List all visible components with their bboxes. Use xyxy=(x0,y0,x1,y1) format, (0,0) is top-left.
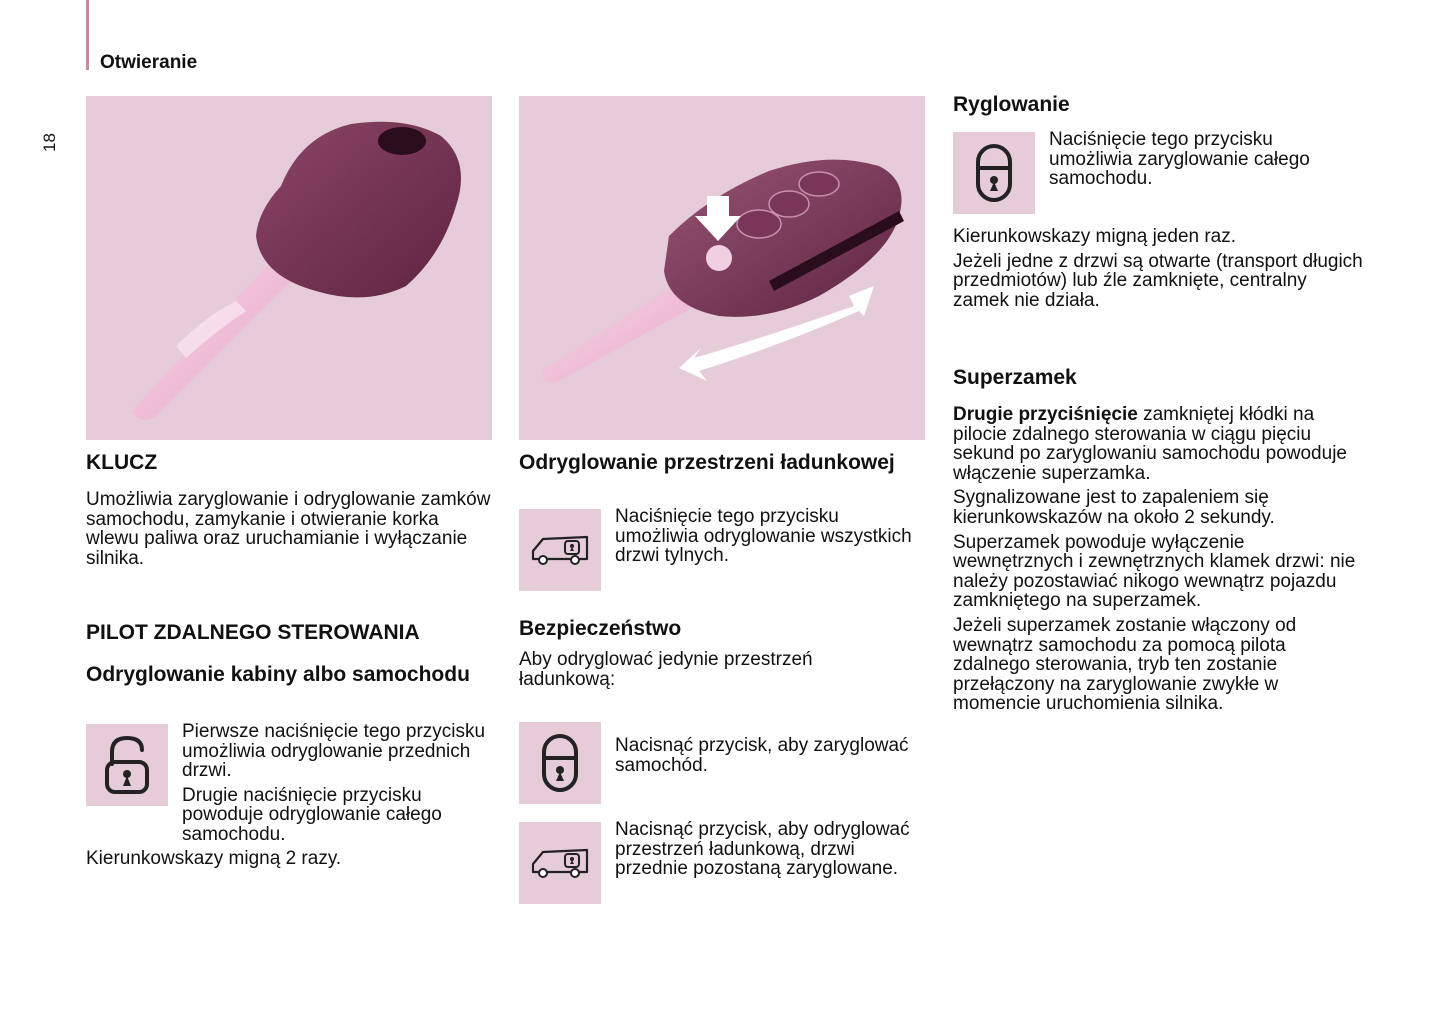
van-padlock-icon xyxy=(529,533,591,567)
unlock-heading: Odryglowanie kabiny albo samochodu xyxy=(86,663,470,686)
unlock-icon-box xyxy=(86,724,168,806)
step2-text: Nacisnąć przycisk, aby odryglować przestrzeń ładunkową, drzwi przednie pozostaną zaryglowane. xyxy=(615,819,910,880)
unlock-text-2: Drugie naciśnięcie przycisku powoduje odryglowanie całego samochodu. xyxy=(182,784,442,845)
superlock-text-3: Superzamek powoduje wyłączenie wewnętrznych i zewnętrznych klamek drzwi: nie należy pozostawiać nikogo wewnątrz pojazdu zamkniętego na superzamek. xyxy=(953,531,1356,612)
lock-text-group xyxy=(953,227,1363,310)
superlock-text-group xyxy=(953,405,1363,714)
lock-icon-box xyxy=(953,132,1035,214)
remote-drawing xyxy=(519,96,925,440)
superlock-heading: Superzamek xyxy=(953,366,1077,389)
step1-icon-box xyxy=(519,722,601,804)
key-description: Umożliwia zaryglowanie i odryglowanie zamków samochodu, zamykanie i otwieranie korka wlewu paliwa oraz uruchamianie i wyłączanie silnika. xyxy=(86,489,491,569)
unlock-text xyxy=(182,722,492,845)
cargo-text: Naciśnięcie tego przycisku umożliwia odryglowanie wszystkich drzwi tylnych. xyxy=(615,506,912,567)
lock-text: Naciśnięcie tego przycisku umożliwia zaryglowanie całego samochodu. xyxy=(1049,129,1310,190)
step2-icon-box xyxy=(519,822,601,904)
step1-text: Nacisnąć przycisk, aby zaryglować samochód. xyxy=(615,735,909,776)
key-drawing xyxy=(86,96,492,440)
superlock-text-2: Sygnalizowane jest to zapaleniem się kierunkowskazów na około 2 sekundy. xyxy=(953,487,1275,528)
key-illustration xyxy=(86,96,492,440)
cargo-icon-box xyxy=(519,509,601,591)
key-heading: KLUCZ xyxy=(86,451,158,474)
section-title: Otwieranie xyxy=(100,52,198,73)
superlock-text-1-rest: zamkniętej kłódki na pilocie zdalnego sterowania w ciągu pięciu sekund po zaryglowaniu samochodu powoduje włączenie superzamka. xyxy=(953,404,1347,484)
lock-warning-text: Jeżeli jedne z drzwi są otwarte (transport długich przedmiotów) lub źle zamknięte, centralny zamek nie działa. xyxy=(953,250,1363,311)
section-marker-line xyxy=(86,0,89,70)
cargo-heading: Odryglowanie przestrzeni ładunkowej xyxy=(519,451,895,474)
closed-padlock-icon xyxy=(540,732,580,794)
lock-blink-text: Kierunkowskazy migną jeden raz. xyxy=(953,226,1237,247)
open-padlock-icon xyxy=(102,734,152,796)
remote-heading: PILOT ZDALNEGO STEROWANIA xyxy=(86,621,420,644)
closed-padlock-icon xyxy=(974,142,1014,204)
safety-text: Aby odryglować jedynie przestrzeń ładunkową: xyxy=(519,649,813,690)
lock-heading: Ryglowanie xyxy=(953,93,1070,116)
van-padlock-icon xyxy=(529,846,591,880)
unlock-text-1: Pierwsze naciśnięcie tego przycisku umożliwia odryglowanie przednich drzwi. xyxy=(182,721,486,782)
superlock-bold: Drugie przyciśnięcie xyxy=(953,404,1138,425)
superlock-text-1 xyxy=(953,405,1363,483)
superlock-text-4: Jeżeli superzamek zostanie włączony od wewnątrz samochodu za pomocą pilota zdalnego sterowania, tryb ten zostanie przełączony na zaryglowanie zwykłe w momencie uruchomienia silnika. xyxy=(953,614,1297,715)
remote-key-illustration xyxy=(519,96,925,440)
unlock-blink-text: Kierunkowskazy migną 2 razy. xyxy=(86,848,342,869)
page-number: 18 xyxy=(40,133,59,152)
safety-heading: Bezpieczeństwo xyxy=(519,617,682,640)
